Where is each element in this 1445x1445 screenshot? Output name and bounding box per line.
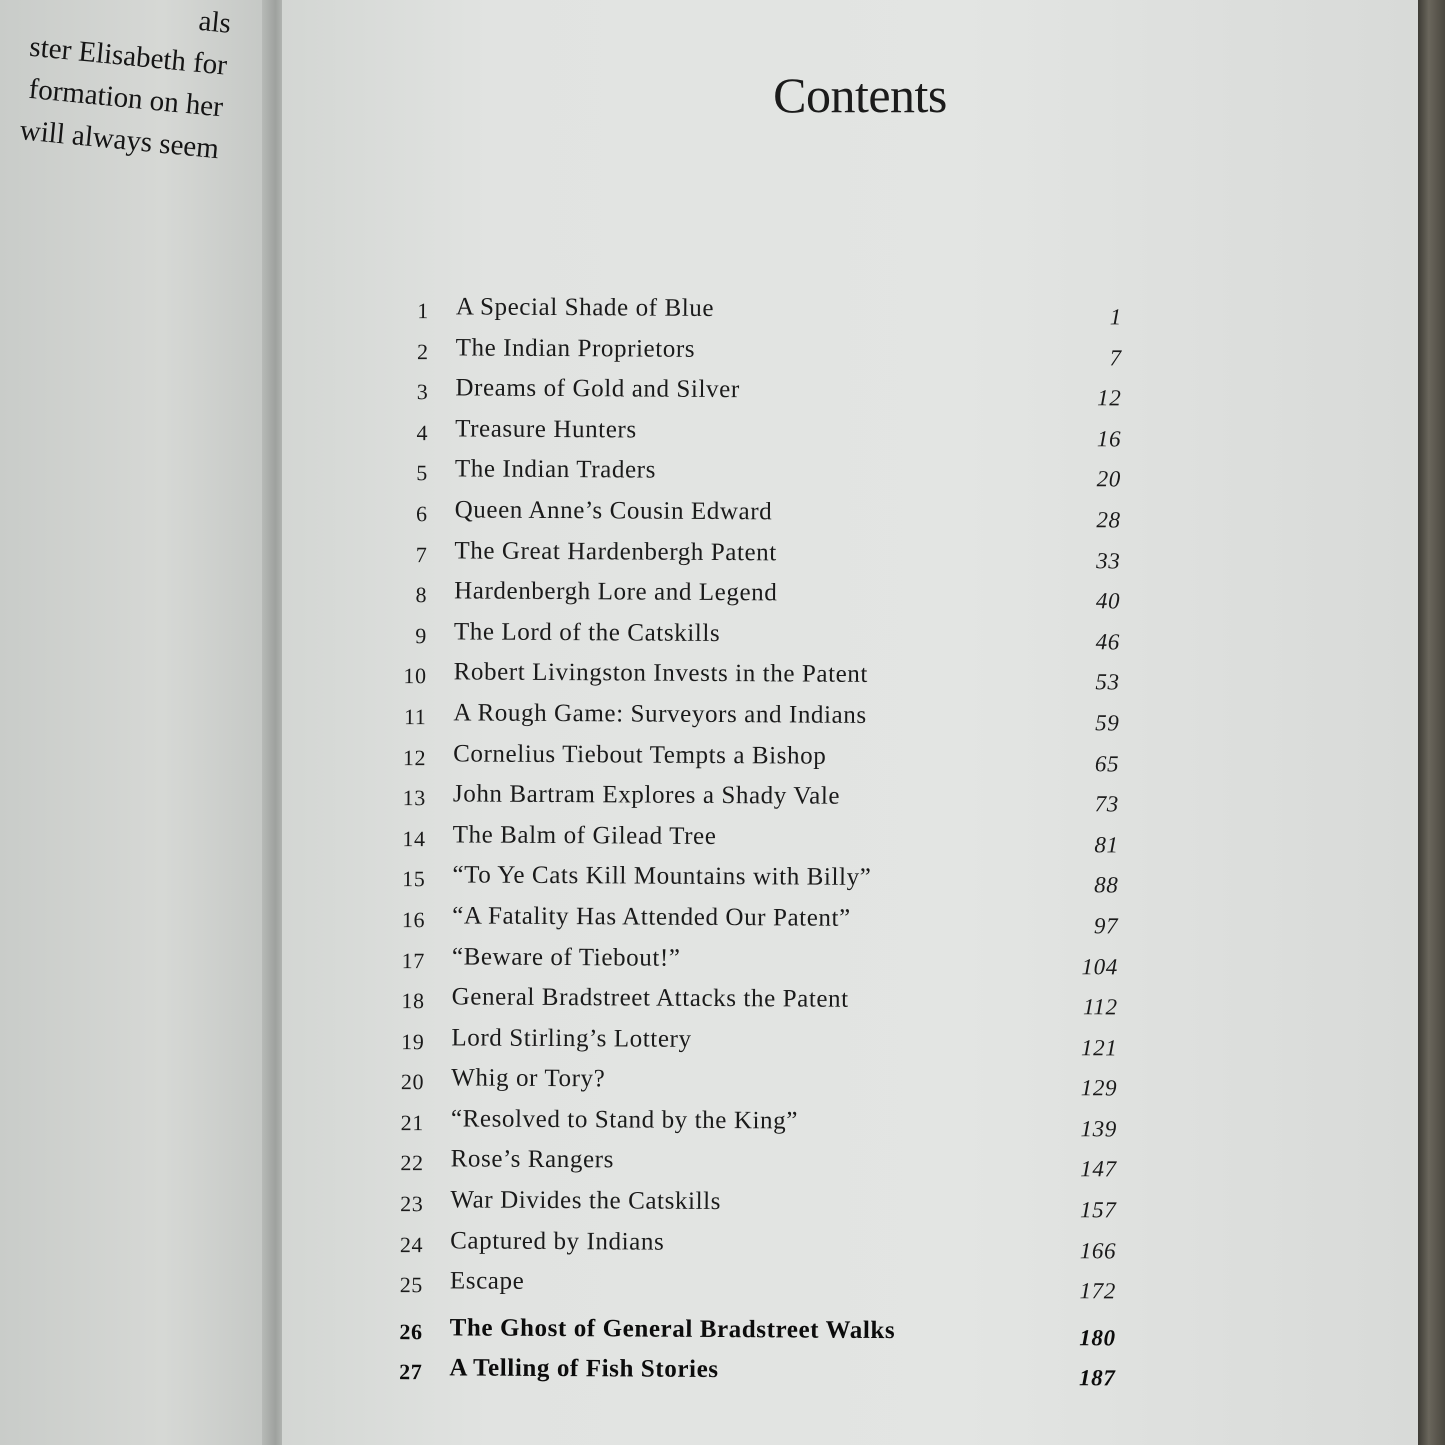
chapter-number: 26 <box>399 1318 423 1345</box>
toc-entry <box>392 292 1122 337</box>
chapter-page: 166 <box>1079 1237 1117 1264</box>
toc-entry <box>389 779 1119 824</box>
chapter-number: 5 <box>416 460 428 486</box>
chapter-page: 20 <box>1096 466 1121 492</box>
chapter-number: 17 <box>401 947 425 973</box>
chapter-number: 3 <box>416 379 429 405</box>
toc-entry <box>388 860 1119 905</box>
chapter-page: 172 <box>1079 1278 1116 1304</box>
chapter-title: “To Ye Cats Kill Mountains with Billy” <box>452 861 872 892</box>
toc-entry <box>387 1063 1118 1108</box>
left-line: ster Elisabeth for <box>28 30 229 82</box>
table-of-contents <box>385 292 1122 1398</box>
chapter-title: A Rough Game: Surveyors and Indians <box>453 699 867 729</box>
toc-entry <box>388 901 1119 946</box>
chapter-number: 16 <box>401 906 426 933</box>
chapter-number: 18 <box>401 988 425 1014</box>
toc-entry <box>386 1266 1116 1311</box>
chapter-title: A Special Shade of Blue <box>455 293 715 322</box>
chapter-number: 10 <box>403 663 427 689</box>
chapter-number: 20 <box>400 1069 425 1095</box>
toc-entry <box>392 333 1122 378</box>
chapter-title: A Telling of Fish Stories <box>449 1354 719 1384</box>
left-line: als <box>197 4 233 40</box>
chapter-page: 157 <box>1080 1197 1117 1223</box>
chapter-number: 15 <box>402 866 426 892</box>
toc-entry <box>386 1226 1117 1271</box>
chapter-number: 12 <box>402 744 427 770</box>
left-page <box>0 0 272 1445</box>
toc-entry <box>391 373 1122 418</box>
chapter-title: Rose’s Rangers <box>450 1145 615 1174</box>
chapter-page: 121 <box>1081 1034 1118 1061</box>
chapter-page: 46 <box>1095 629 1120 655</box>
chapter-title: Queen Anne’s Cousin Edward <box>454 496 773 526</box>
chapter-page: 7 <box>1109 344 1122 371</box>
chapter-page: 53 <box>1095 669 1120 695</box>
chapter-number: 4 <box>416 419 429 446</box>
toc-entry <box>387 1104 1117 1149</box>
toc-entry <box>385 1353 1116 1398</box>
chapter-number: 27 <box>399 1359 423 1385</box>
chapter-title: Captured by Indians <box>450 1227 665 1256</box>
chapter-page: 81 <box>1094 832 1119 858</box>
chapter-number: 1 <box>417 298 429 324</box>
chapter-number: 6 <box>415 501 428 527</box>
chapter-title: The Indian Proprietors <box>455 333 696 363</box>
chapter-page: 88 <box>1094 872 1119 898</box>
chapter-number: 7 <box>415 541 428 567</box>
toc-entry <box>387 1023 1118 1068</box>
chapter-number: 23 <box>400 1191 424 1217</box>
chapter-page: 187 <box>1078 1365 1116 1391</box>
toc-entry <box>391 454 1121 499</box>
chapter-title: “A Fatality Has Attended Our Patent” <box>452 902 851 932</box>
chapter-title: Cornelius Tiebout Tempts a Bishop <box>453 739 827 770</box>
toc-entry <box>389 820 1119 865</box>
toc-entry <box>390 536 1121 581</box>
chapter-title: “Resolved to Stand by the King” <box>450 1105 799 1135</box>
toc-entry <box>387 1144 1117 1189</box>
chapter-page: 180 <box>1079 1325 1116 1351</box>
toc-entry <box>386 1313 1116 1358</box>
chapter-title: The Lord of the Catskills <box>453 618 721 647</box>
chapter-title: The Ghost of General Bradstreet Walks <box>449 1314 896 1344</box>
chapter-page: 33 <box>1096 547 1121 574</box>
chapter-number: 2 <box>416 338 429 364</box>
toc-entry <box>389 698 1120 743</box>
chapter-page: 16 <box>1096 426 1122 452</box>
chapter-page: 1 <box>1109 304 1122 330</box>
chapter-title: The Balm of Gilead Tree <box>452 821 717 850</box>
chapter-title: Whig or Tory? <box>451 1064 606 1093</box>
toc-entry <box>391 414 1122 459</box>
left-page-text <box>0 0 233 170</box>
chapter-title: Escape <box>449 1267 525 1296</box>
chapter-number: 9 <box>415 622 427 648</box>
chapter-number: 14 <box>402 825 426 851</box>
toc-entry <box>390 576 1121 621</box>
chapter-page: 97 <box>1093 913 1119 939</box>
chapter-number: 13 <box>402 785 426 811</box>
chapter-number: 11 <box>403 704 427 730</box>
chapter-page: 147 <box>1080 1156 1117 1182</box>
toc-entry <box>388 982 1118 1027</box>
chapter-number: 21 <box>400 1109 425 1136</box>
chapter-page: 139 <box>1080 1116 1117 1142</box>
chapter-page: 40 <box>1095 588 1121 614</box>
chapter-title: The Great Hardenbergh Patent <box>454 536 777 566</box>
left-line: will always seem <box>18 114 221 166</box>
chapter-title: Lord Stirling’s Lottery <box>451 1024 692 1053</box>
chapter-page: 129 <box>1080 1075 1118 1101</box>
page-title: Contents <box>773 67 947 123</box>
right-page <box>282 0 1418 1445</box>
toc-entry <box>388 941 1118 986</box>
toc-entry <box>386 1185 1117 1230</box>
toc-entry <box>389 739 1120 784</box>
chapter-page: 28 <box>1096 507 1121 533</box>
chapter-number: 19 <box>401 1028 425 1054</box>
chapter-page: 104 <box>1081 953 1118 979</box>
toc-entry <box>391 495 1121 540</box>
chapter-page: 65 <box>1094 750 1120 776</box>
chapter-page: 73 <box>1094 791 1119 817</box>
chapter-number: 25 <box>399 1272 424 1298</box>
backdrop <box>1418 0 1445 1445</box>
chapter-page: 112 <box>1082 994 1118 1020</box>
chapter-page: 59 <box>1095 710 1120 736</box>
chapter-title: Robert Livingston Invests in the Patent <box>453 658 869 689</box>
chapter-title: Hardenbergh Lore and Legend <box>454 577 778 607</box>
toc-entry <box>390 657 1120 702</box>
chapter-number: 22 <box>400 1150 424 1176</box>
chapter-title: War Divides the Catskills <box>450 1186 722 1216</box>
chapter-title: The Indian Traders <box>454 455 657 484</box>
chapter-number: 24 <box>399 1231 424 1257</box>
chapter-title: John Bartram Explores a Shady Vale <box>452 780 841 810</box>
chapter-page: 12 <box>1097 385 1122 411</box>
chapter-title: General Bradstreet Attacks the Patent <box>451 983 849 1013</box>
chapter-title: “Beware of Tiebout!” <box>451 942 681 972</box>
chapter-number: 8 <box>415 582 428 608</box>
left-line: formation on her <box>27 72 225 124</box>
toc-entry <box>390 617 1120 662</box>
chapter-title: Treasure Hunters <box>455 415 637 444</box>
chapter-title: Dreams of Gold and Silver <box>455 374 740 404</box>
